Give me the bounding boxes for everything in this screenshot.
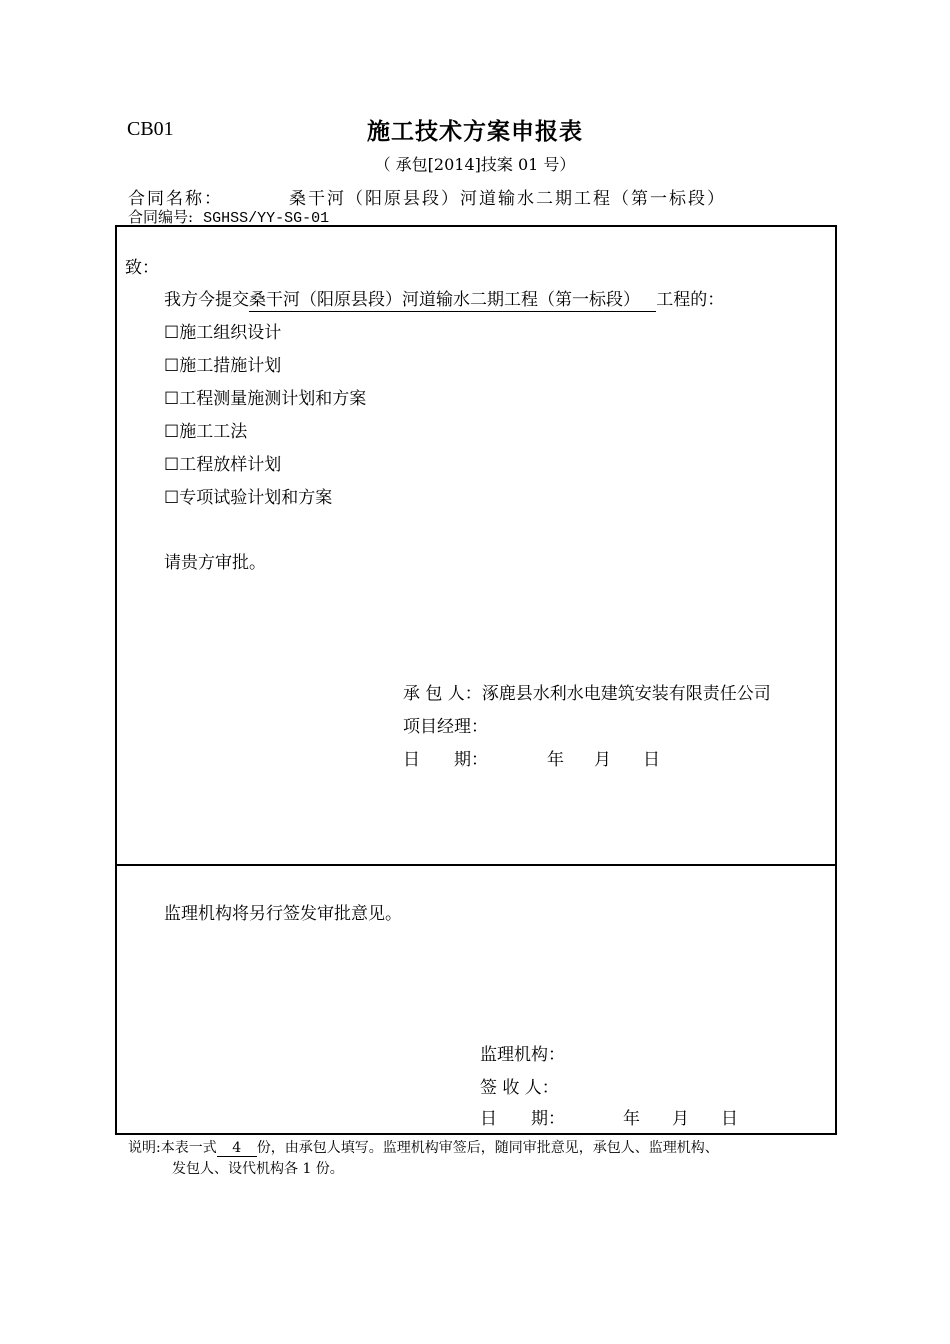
supervisor-date-row — [480, 1104, 738, 1129]
approval-request: 请贵方审批。 — [164, 553, 266, 573]
footnote-line-2: 发包人、设代机构各 1 份。 — [172, 1161, 344, 1177]
checkbox-label: 工程放样计划 — [179, 455, 282, 475]
addressee-label: 致： — [125, 258, 159, 278]
checkbox-icon[interactable]: ☐ — [164, 422, 180, 442]
intro-suffix: 工程的： — [656, 290, 725, 310]
contract-name-value: 桑干河（阳原县段）河道输水二期工程（第一标段） — [289, 189, 726, 209]
contract-name-label: 合同名称： — [128, 189, 223, 209]
checkbox-item[interactable] — [164, 384, 366, 409]
contractor-row — [403, 679, 771, 704]
checkbox-item[interactable] — [164, 483, 332, 508]
submission-section — [115, 225, 837, 866]
intro-prefix: 我方今提交 — [164, 290, 249, 310]
date-day: 日 — [721, 1109, 738, 1129]
contractor-date-row — [403, 745, 660, 770]
contract-number-label: 合同编号: — [128, 208, 194, 226]
document-number: （ 承包[2014]技案 01 号） — [374, 155, 576, 174]
checkbox-item[interactable] — [164, 351, 281, 376]
checkbox-label: 专项试验计划和方案 — [179, 488, 333, 508]
project-name: 桑干河（阳原县段）河道输水二期工程（第一标段） — [249, 290, 656, 312]
form-code: CB01 — [127, 118, 174, 140]
checkbox-label: 施工措施计划 — [179, 356, 282, 376]
footnote-prefix: 说明:本表一式 — [128, 1140, 217, 1156]
date-label: 日 期： — [403, 750, 488, 770]
checkbox-icon[interactable]: ☐ — [164, 356, 180, 376]
checkbox-label: 施工组织设计 — [179, 323, 282, 343]
copy-count: 4 — [217, 1140, 257, 1157]
contract-number-value: SGHSS/YY-SG-01 — [203, 210, 330, 227]
date-month: 月 — [594, 750, 611, 770]
date-year: 年 — [547, 750, 564, 770]
contractor-value: 涿鹿县水利水电建筑安装有限责任公司 — [481, 684, 771, 704]
supervisor-note: 监理机构将另行签发审批意见。 — [164, 904, 402, 924]
date-month: 月 — [672, 1109, 689, 1129]
checkbox-item[interactable] — [164, 450, 281, 475]
checkbox-item[interactable] — [164, 318, 281, 343]
checkbox-icon[interactable]: ☐ — [164, 455, 180, 475]
project-manager-label: 项目经理： — [403, 717, 488, 737]
supervisor-org-label: 监理机构： — [480, 1045, 565, 1065]
checkbox-item[interactable] — [164, 417, 247, 442]
date-day: 日 — [643, 750, 660, 770]
checkbox-label: 施工工法 — [179, 422, 248, 442]
page-title: 施工技术方案申报表 — [367, 118, 583, 145]
contractor-label: 承 包 人： — [403, 684, 482, 704]
checkbox-label: 工程测量施测计划和方案 — [179, 389, 367, 409]
footnote-line-1 — [128, 1137, 719, 1157]
checkbox-icon[interactable]: ☐ — [164, 389, 180, 409]
checkbox-icon[interactable]: ☐ — [164, 323, 180, 343]
contract-number-row — [128, 206, 329, 227]
date-label: 日 期： — [480, 1109, 565, 1129]
receiver-label: 签 收 人： — [480, 1078, 559, 1098]
submission-statement — [164, 285, 724, 310]
footnote-suffix: 份，由承包人填写。监理机构审签后，随同审批意见，承包人、监理机构、 — [256, 1140, 719, 1156]
supervisor-section — [115, 864, 837, 1135]
date-year: 年 — [623, 1109, 640, 1129]
checkbox-icon[interactable]: ☐ — [164, 488, 180, 508]
